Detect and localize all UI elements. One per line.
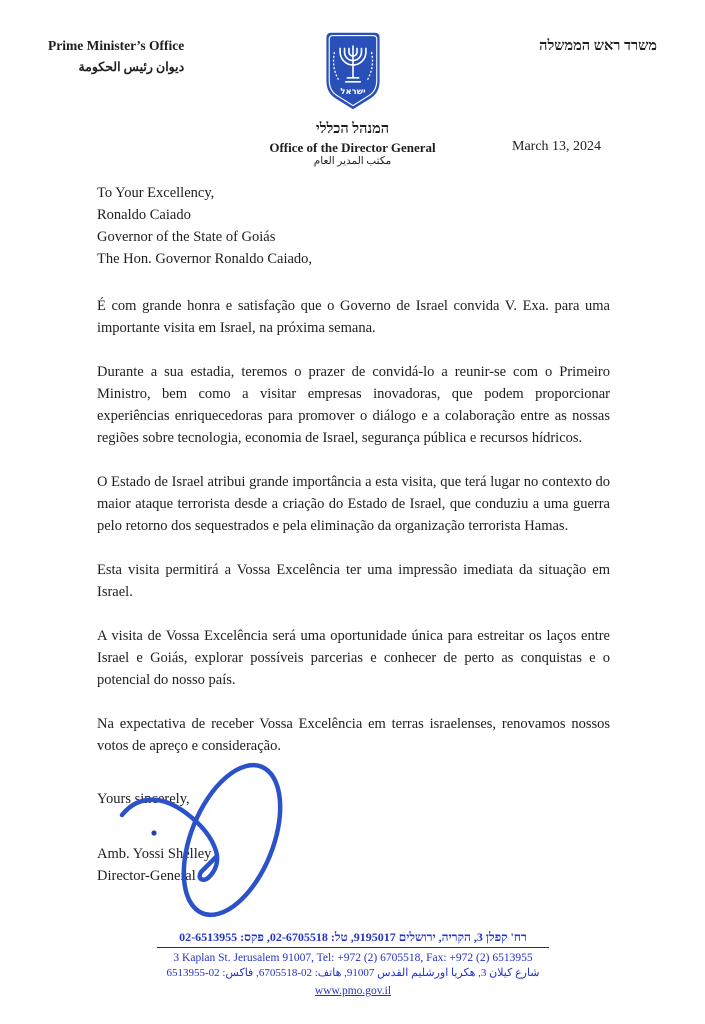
- body-paragraph: É com grande honra e satisfação que o Governo de Israel convida V. Exa. para uma importante visita em Israel, na próxima semana.: [97, 298, 610, 336]
- office-title-arabic: مكتب المدير العام: [313, 156, 392, 168]
- sender-office-arabic: ديوان رئيس الحكومة: [78, 59, 185, 74]
- body-paragraph: Na expectativa de receber Vossa Excelência em terras israelenses, renovamos nossos votos de apreço e consideração.: [97, 716, 610, 754]
- footer-contact-block: [157, 929, 549, 999]
- signer-title: Director-General: [97, 868, 196, 884]
- letter-body: [97, 182, 610, 887]
- israel-state-emblem-icon: [324, 31, 382, 115]
- recipient-line: The Hon. Governor Ronaldo Caiado,: [97, 251, 313, 267]
- body-paragraph: A visita de Vossa Excelência será uma oportunidade única para estreitar os laços entre Israel e Goiás, explorar possíveis parcerias e conhecer de perto as conquistas e o potencial do nosso país.: [97, 628, 610, 688]
- ministry-name-hebrew: משרד ראש הממשלה: [539, 38, 657, 54]
- footer-website-link[interactable]: www.pmo.gov.il: [314, 985, 392, 997]
- recipient-line: To Your Excellency,: [97, 185, 215, 201]
- closing-salutation: Yours sincerely,: [97, 791, 190, 807]
- sender-office-block: [48, 36, 184, 76]
- body-paragraph: O Estado de Israel atribui grande importância a esta visita, que terá lugar no contexto do maior ataque terrorista desde a criação do Estado de Israel, que conduziu a uma guerra pelo retorno dos sequestrados e pela eliminação da organização terrorista Hamas.: [97, 474, 610, 534]
- footer-divider: [157, 947, 549, 948]
- body-paragraph: Esta visita permitirá a Vossa Excelência ter uma impressão imediata da situação em Israel.: [97, 562, 610, 600]
- footer-address-english: 3 Kaplan St. Jerusalem 91007, Tel: +972 (2) 6705518, Fax: +972 (2) 6513955: [173, 952, 533, 964]
- emblem-israel-label: ישראל: [340, 85, 366, 96]
- signer-name: Amb. Yossi Shelley: [97, 846, 212, 862]
- footer-address-hebrew: רח' קפלן 3, הקריה, ירושלים 9195017, טל: 02-6705518, פקס: 02-6513955: [179, 930, 527, 944]
- office-title-hebrew: המנהל הכללי: [315, 121, 390, 137]
- footer-address-arabic: شارع كيلان 3, هكريا اورشليم القدس 91007, هاتف: 02-6705518, فاكس: 02-6513955: [166, 967, 540, 979]
- sender-office-english: Prime Minister’s Office: [48, 38, 185, 53]
- letter-date: March 13, 2024: [512, 139, 602, 154]
- recipient-line: Governor of the State of Goiás: [97, 229, 276, 245]
- body-paragraph: Durante a sua estadia, teremos o prazer de convidá-lo a reunir-se com o Primeiro Ministro, bem como a visitar empresas inovadoras, que podem proporcionar experiências enriquecedoras para promover o diálogo e a colaboração entre as nossas regiões sobre tecnologia, economia de Israel, segurança pública e recursos hídricos.: [97, 364, 610, 446]
- recipient-block: [97, 182, 610, 270]
- recipient-line: Ronaldo Caiado: [97, 207, 191, 223]
- office-title-english: Office of the Director General: [269, 139, 436, 155]
- closing-block: [97, 788, 610, 887]
